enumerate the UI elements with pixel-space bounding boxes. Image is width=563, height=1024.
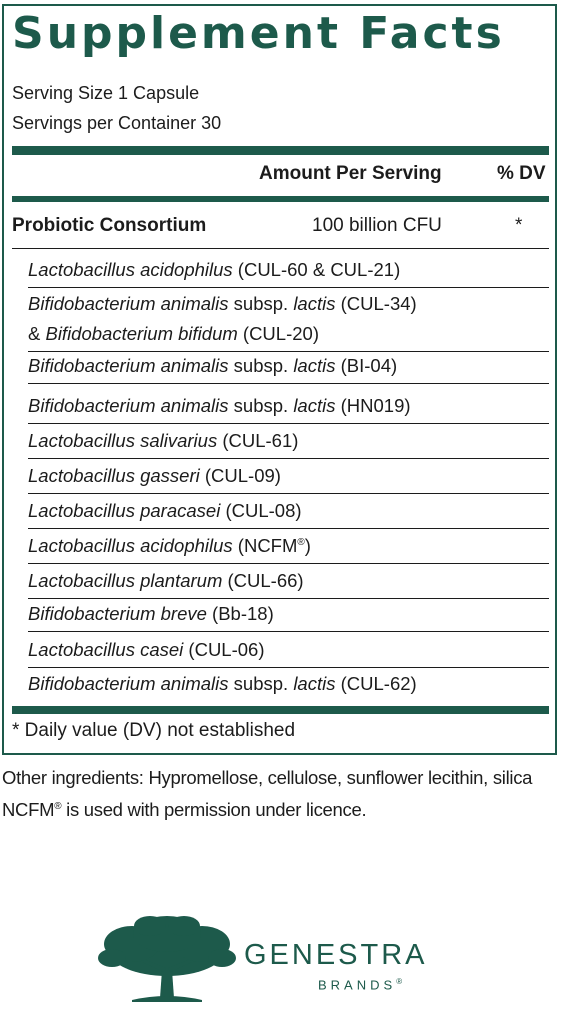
header-dv: % DV	[497, 163, 546, 184]
panel-title: Supplement Facts	[12, 8, 505, 59]
strain-row	[28, 293, 417, 315]
thick-divider-bottom	[12, 706, 549, 714]
strain-text: (CUL-61)	[217, 430, 299, 451]
brand-registered-mark: ®	[396, 977, 403, 986]
strain-text: Lactobacillus acidophilus	[28, 259, 233, 280]
strain-text: (CUL-09)	[199, 465, 281, 486]
main-ingredient-dv: *	[515, 215, 523, 236]
license-text: is used with permission under licence.	[61, 799, 367, 820]
row-divider	[12, 248, 549, 249]
strain-text: (CUL-62)	[335, 673, 417, 694]
strain-text: subsp.	[228, 355, 294, 376]
strain-text: (BI-04)	[335, 355, 398, 376]
row-divider	[28, 631, 549, 632]
row-divider	[28, 458, 549, 459]
dv-footnote: * Daily value (DV) not established	[12, 720, 296, 741]
strain-text: subsp.	[228, 673, 294, 694]
strain-text: Bifidobacterium animalis	[28, 673, 229, 694]
strain-row	[28, 323, 319, 345]
strain-text: Bifidobacterium bifidum	[45, 323, 238, 344]
row-divider	[28, 598, 549, 599]
strain-text: (HN019)	[335, 395, 411, 416]
strain-text: ®	[297, 536, 305, 548]
strain-text: (Bb-18)	[206, 603, 274, 624]
strain-text: subsp.	[228, 395, 294, 416]
strain-row	[28, 355, 397, 377]
strain-row	[28, 603, 274, 625]
strain-text: Bifidobacterium animalis	[28, 293, 229, 314]
brand-name: GENESTRA	[244, 939, 428, 971]
license-ncfm: NCFM	[2, 799, 55, 820]
strain-text: (CUL-06)	[183, 639, 265, 660]
strain-row	[28, 465, 281, 487]
servings-per-container: Servings per Container 30	[12, 113, 222, 133]
row-divider	[28, 493, 549, 494]
strain-text: Lactobacillus salivarius	[28, 430, 218, 451]
strain-row	[28, 430, 298, 452]
row-divider	[28, 528, 549, 529]
row-divider	[28, 423, 549, 424]
main-ingredient-amount: 100 billion CFU	[312, 215, 442, 236]
strain-text: (NCFM	[232, 535, 298, 556]
strain-text: (CUL-34)	[335, 293, 417, 314]
row-divider	[28, 351, 549, 352]
strain-text: Bifidobacterium animalis	[28, 355, 229, 376]
strain-text: lactis	[293, 673, 336, 694]
thick-divider-top	[12, 146, 549, 155]
tree-icon	[92, 910, 242, 1010]
strain-row	[28, 570, 304, 592]
brand-subtitle	[318, 978, 402, 991]
strain-text: (CUL-08)	[220, 500, 302, 521]
row-divider	[28, 563, 549, 564]
strain-row	[28, 639, 265, 661]
strain-text: (CUL-20)	[237, 323, 319, 344]
strain-text: Bifidobacterium breve	[28, 603, 207, 624]
strain-text: Lactobacillus acidophilus	[28, 535, 233, 556]
serving-size: Serving Size 1 Capsule	[12, 83, 200, 103]
strain-row	[28, 500, 302, 522]
strain-text: Lactobacillus gasseri	[28, 465, 200, 486]
strain-text: subsp.	[228, 293, 294, 314]
strain-row	[28, 259, 400, 281]
strain-text: &	[28, 323, 46, 344]
strain-text: Lactobacillus plantarum	[28, 570, 223, 591]
strain-row	[28, 673, 417, 695]
row-divider	[28, 383, 549, 384]
strain-text: lactis	[293, 293, 336, 314]
strain-row	[28, 535, 311, 557]
brand-sub-text: BRANDS	[318, 977, 397, 993]
strain-text: Bifidobacterium animalis	[28, 395, 229, 416]
strain-row	[28, 395, 411, 417]
row-divider	[28, 287, 549, 288]
other-ingredients: Other ingredients: Hypromellose, cellulose, sunflower lecithin, silica	[2, 767, 533, 788]
strain-text: lactis	[293, 355, 336, 376]
main-ingredient-name: Probiotic Consortium	[12, 215, 207, 236]
header-amount-per-serving: Amount Per Serving	[259, 163, 442, 184]
strain-text: )	[304, 535, 311, 556]
thick-divider-middle	[12, 196, 549, 202]
registered-mark: ®	[54, 800, 62, 812]
license-note	[2, 798, 366, 822]
row-divider	[28, 667, 549, 668]
strain-text: Lactobacillus casei	[28, 639, 184, 660]
strain-text: Lactobacillus paracasei	[28, 500, 221, 521]
strain-text: lactis	[293, 395, 336, 416]
strain-text: (CUL-60 & CUL-21)	[232, 259, 401, 280]
strain-text: (CUL-66)	[222, 570, 304, 591]
